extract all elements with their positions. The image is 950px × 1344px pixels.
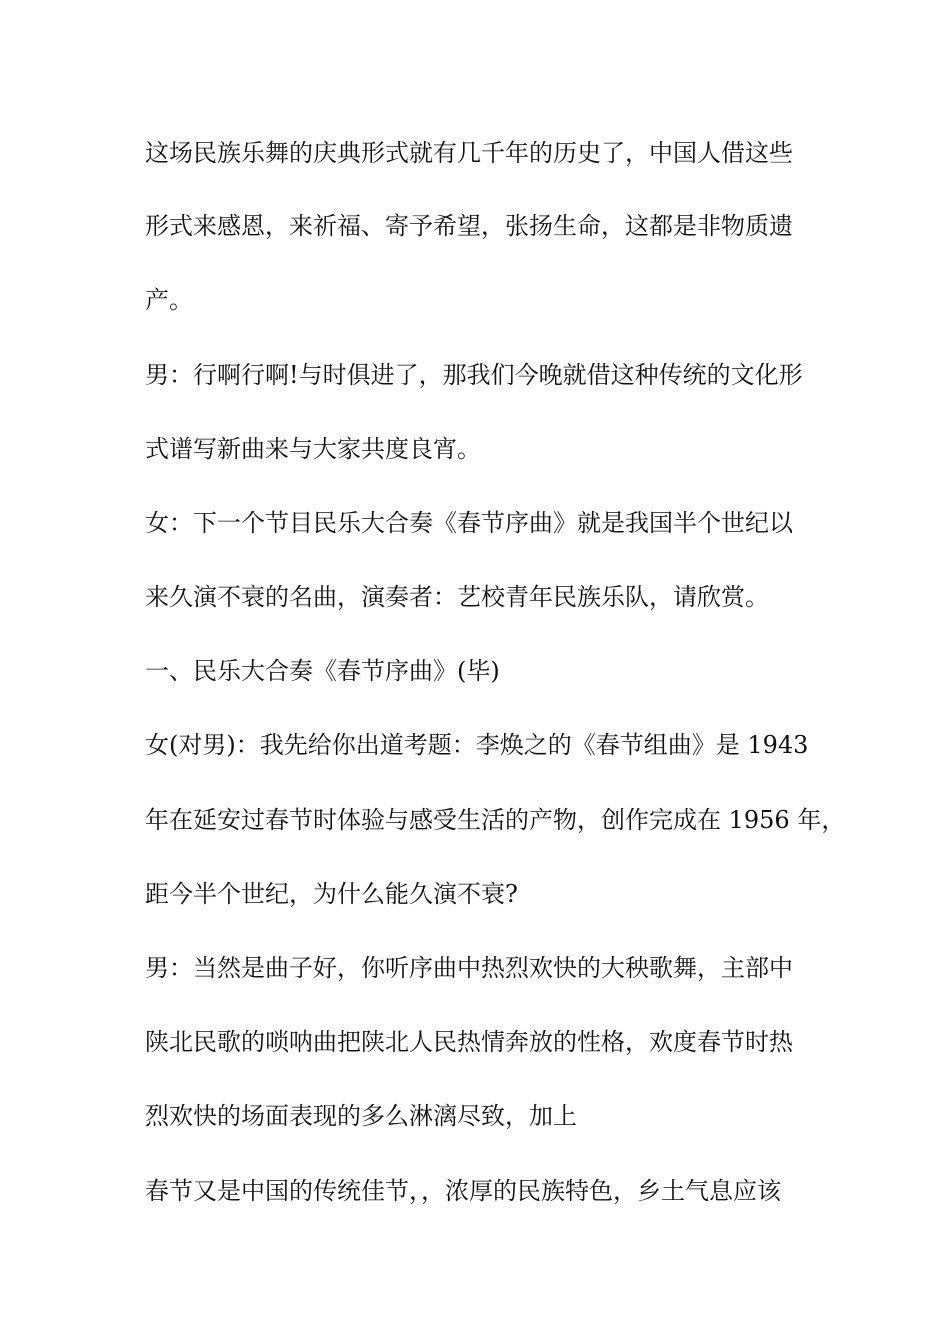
dialogue-line-female: 女：下一个节目民乐大合奏《春节序曲》就是我国半个世纪以 bbox=[145, 509, 793, 537]
program-item-heading: 一、民乐大合奏《春节序曲》(毕) bbox=[145, 657, 500, 685]
paragraph-line: 距今半个世纪，为什么能久演不衰? bbox=[145, 880, 518, 908]
paragraph-line: 年在延安过春节时体验与感受生活的产物，创作完成在 1956 年， bbox=[145, 806, 846, 834]
paragraph-line: 式谱写新曲来与大家共度良宵。 bbox=[145, 435, 481, 463]
dialogue-line-male: 男：行啊行啊!与时俱进了，那我们今晚就借这种传统的文化形 bbox=[145, 361, 803, 389]
paragraph-line: 形式来感恩，来祈福、寄予希望，张扬生命，这都是非物质遗 bbox=[145, 212, 793, 240]
paragraph-line: 春节又是中国的传统佳节，，浓厚的民族特色，乡土气息应该 bbox=[145, 1177, 781, 1205]
dialogue-line-male: 男：当然是曲子好，你听序曲中热烈欢快的大秧歌舞，主部中 bbox=[145, 954, 793, 982]
paragraph-line: 产。 bbox=[145, 286, 193, 314]
paragraph-line: 这场民族乐舞的庆典形式就有几千年的历史了，中国人借这些 bbox=[145, 139, 793, 167]
paragraph-line: 烈欢快的场面表现的多么淋漓尽致，加上 bbox=[145, 1102, 577, 1130]
paragraph-line: 来久演不衰的名曲，演奏者：艺校青年民族乐队，请欣赏。 bbox=[145, 583, 769, 611]
paragraph-line: 陕北民歌的唢呐曲把陕北人民热情奔放的性格，欢度春节时热 bbox=[145, 1028, 793, 1056]
dialogue-line-female: 女(对男)：我先给你出道考题：李焕之的《春节组曲》是 1943 bbox=[145, 731, 809, 759]
